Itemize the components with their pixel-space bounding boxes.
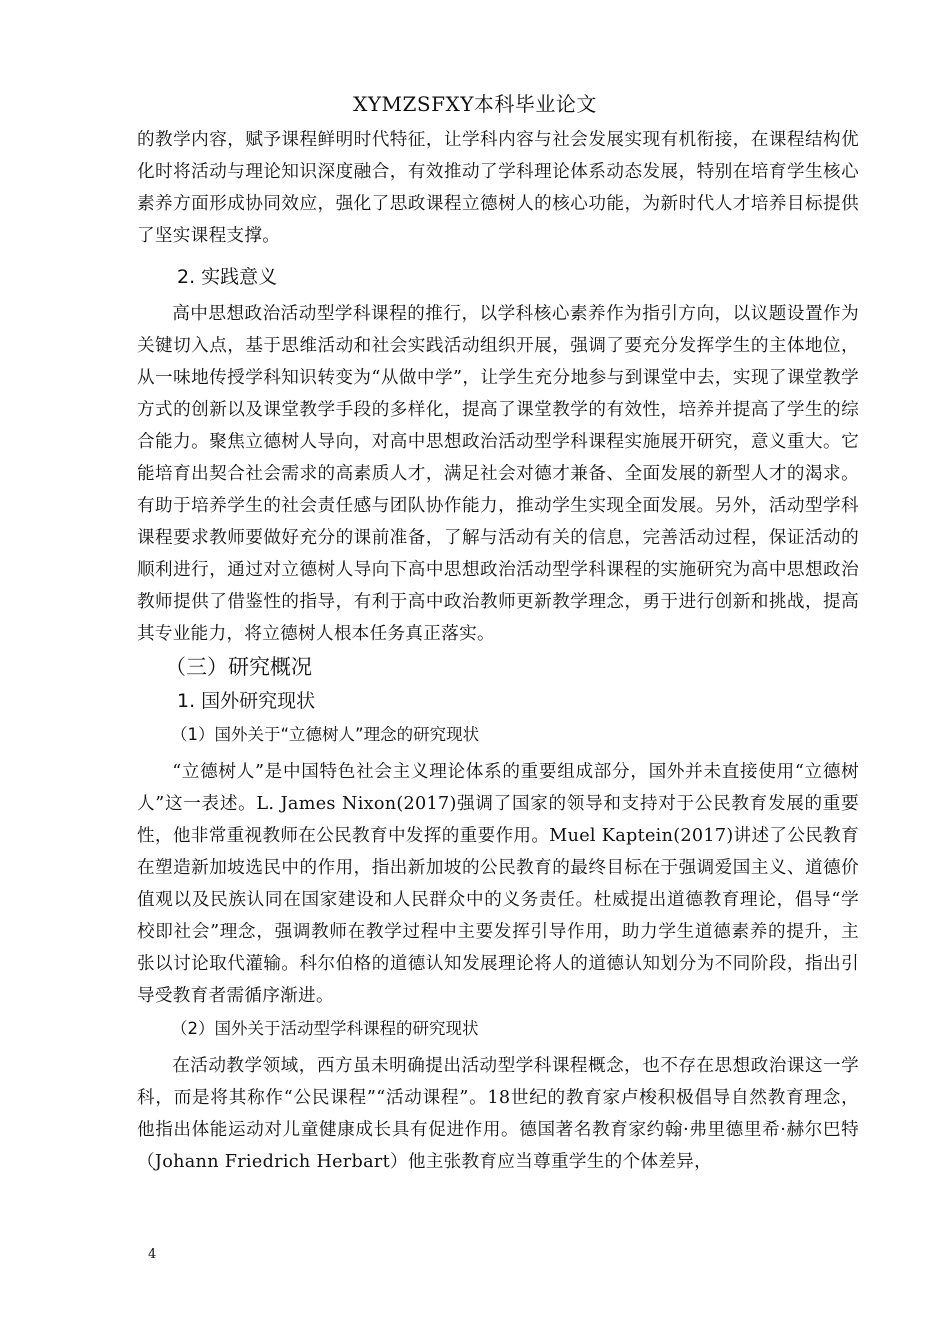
heading-foreign-research: 1. 国外研究现状 [177,690,316,712]
paragraph-theory-continuation: 的教学内容，赋予课程鲜明时代特征，让学科内容与社会发展实现有机衔接，在课程结构优化时将活动与理论知识深度融合，有效推动了学科理论体系动态发展，特别在培育学生核心素养方面形成协同效应，强化了思政课程立德树人的核心功能，为新时代人才培养目标提供了坚实课程支撑。 [137,130,859,246]
paragraph-practical-significance: 高中思想政治活动型学科课程的推行，以学科核心素养作为指引方向，以议题设置作为关键切入点，基于思维活动和社会实践活动组织开展，强调了要充分发挥学生的主体地位，从一味地传授学科知识转变为“从做中学”，让学生充分地参与到课堂中去，实现了课堂教学方式的创新以及课堂教学手段的多样化，提高了课堂教学的有效性，培养并提高了学生的综合能力。聚焦立德树人导向，对高中思想政治活动型学科课程实施展开研究，意义重大。它能培育出契合社会需求的高素质人才，满足社会对德才兼备、全面发展的新型人才的渴求。有助于培养学生的社会责任感与团队协作能力，推动学生实现全面发展。另外，活动型学科课程要求教师要做好充分的课前准备，了解与活动有关的信息，完善活动过程，保证活动的顺利进行，通过对立德树人导向下高中思想政治活动型学科课程的实施研究为高中思想政治教师提供了借鉴性的指导，有利于高中政治教师更新教学理念，勇于进行创新和挑战，提高其专业能力，将立德树人根本任务真正落实。 [137,304,859,644]
page-header: XYMZSFXY本科毕业论文 [353,92,597,116]
document-body [137,124,859,1178]
heading-foreign-activity-course: （2）国外关于活动型学科课程的研究现状 [171,1019,479,1038]
heading-foreign-lideshuren: （1）国外关于“立德树人”理念的研究现状 [171,725,480,744]
heading-research-overview: （三）研究概况 [165,655,312,679]
paragraph-foreign-activity-course: 在活动教学领域，西方虽未明确提出活动型学科课程概念，也不存在思想政治课这一学科，而是将其称作“公民课程”“活动课程”。18世纪的教育家卢梭积极倡导自然教育理念，他指出体能运动对儿童健康成长具有促进作用。德国著名教育家约翰·弗里德里希·赫尔巴特（Johann Friedrich Herbart）他主张教育应当尊重学生的个体差异， [137,1056,859,1172]
page-number: 4 [148,1247,157,1262]
paragraph-foreign-lideshuren: “立德树人”是中国特色社会主义理论体系的重要组成部分，国外并未直接使用“立德树人”这一表述。L. James Nixon(2017)强调了国家的领导和支持对于公民教育发展的重要性，他非常重视教师在公民教育中发挥的重要作用。Muel Kaptein(2017)讲述了公民教育在塑造新加坡选民中的作用，指出新加坡的公民教育的最终目标在于强调爱国主义、道德价值观以及民族认同在国家建设和人民群众中的义务责任。杜威提出道德教育理论，倡导“学校即社会”理念，强调教师在教学过程中主要发挥引导作用，助力学生道德素养的提升，主张以讨论取代灌输。科尔伯格的道德认知发展理论将人的道德认知划分为不同阶段，指出引导受教育者需循序渐进。 [137,762,859,1006]
heading-practical-significance: 2. 实践意义 [177,266,278,288]
